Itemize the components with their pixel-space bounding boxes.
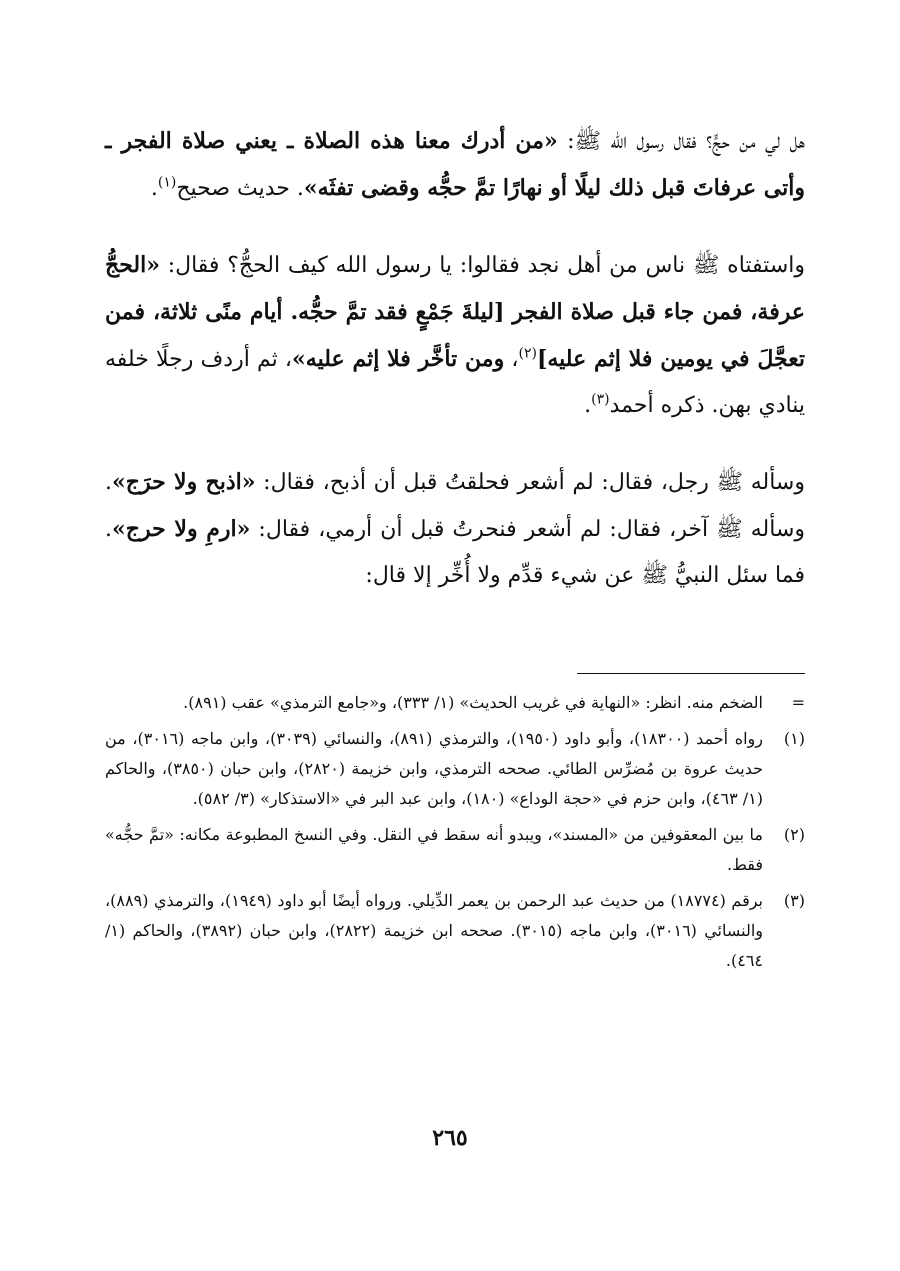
- footnote-divider: [577, 673, 805, 674]
- paragraph-2-text-2: ،: [504, 347, 519, 372]
- main-text: [105, 118, 805, 629]
- hadith-quote-1: «من أدرك معنا هذه الصلاة ـ يعني صلاة الفجر ـ وأتى عرفاتَ قبل ذلك ليلًا أو نهارًا تمَّ حجُّه وقضى تفثَه»: [105, 128, 805, 201]
- hadith-quote-5: «ارمِ ولا حرج»: [112, 516, 251, 542]
- hadith-quote-2: «الحجُّ عرفة، فمن جاء قبل صلاة الفجر [ليلةَ جَمْعٍ فقد تمَّ حجُّه. أيام منًى ثلاثة، فمن تعجَّلَ في يومين فلا إثم عليه]: [105, 252, 805, 372]
- paragraph-1-text-1: هل لي من حجٍّ؟ فقال رسول الله ﷺ:: [557, 129, 805, 154]
- hadith-quote-3: ومن تأخَّر فلا إثم عليه»: [292, 346, 505, 372]
- footnote-ref-1[interactable]: (١): [157, 174, 177, 191]
- footnote-3: [105, 886, 805, 976]
- paragraph-3-text-2: . وسأله ﷺ آخر، فقال: لم أشعر فنحرتُ قبل أن أرمي، فقال:: [105, 470, 805, 542]
- footnote-2: [105, 820, 805, 880]
- paragraph-2-text-1: واستفتاه ﷺ ناس من أهل نجد فقالوا: يا رسول الله كيف الحجُّ؟ فقال:: [159, 253, 805, 278]
- paragraph-1: [105, 118, 805, 212]
- page-number: ٢٦٥: [432, 1125, 468, 1151]
- footnote-text: رواه أحمد (١٨٣٠٠)، وأبو داود (١٩٥٠)، والترمذي (٨٩١)، والنسائي (٣٠٣٩)، وابن ماجه (٣٠١٦)، من حديث عروة بن مُضرِّس الطائي. صححه الترمذي، وابن خزيمة (٢٨٢٠)، وابن حبان (٣٨٥٠)، والحاكم (١/ ٤٦٣)، وابن حزم في «حجة الوداع» (١٨٠)، وابن عبد البر في «الاستذكار» (٣/ ٥٨٢).: [105, 729, 764, 808]
- paragraph-3: [105, 459, 805, 599]
- footnote-marker: =: [791, 693, 805, 712]
- paragraph-3-text-3: . فما سئل النبيُّ ﷺ عن شيء قدِّم ولا أُخِّر إلا قال:: [105, 517, 805, 588]
- paragraph-2-text-4: .: [584, 393, 592, 418]
- footnote-text: برقم (١٨٧٧٤) من حديث عبد الرحمن بن يعمر الدِّيلي. ورواه أيضًا أبو داود (١٩٤٩)، والترمذي (٨٨٩)، والنسائي (٣٠١٦)، وابن ماجه (٣٠١٥). صححه ابن خزيمة (٢٨٢٢)، وابن حبان (٣٨٩٢)، والحاكم (١/ ٤٦٤).: [105, 891, 764, 970]
- paragraph-2-text-3: ، ثم أردف رجلًا خلفه ينادي بهن. ذكره أحمد: [105, 347, 805, 418]
- footnote-marker: (١): [783, 729, 805, 748]
- paragraph-1-text-3: .: [150, 176, 158, 201]
- footnote-marker: (٣): [783, 891, 805, 910]
- footnotes: [105, 688, 805, 982]
- footnote-text: الضخم منه. انظر: «النهاية في غريب الحديث» (١/ ٣٣٣)، و«جامع الترمذي» عقب (٨٩١).: [183, 693, 763, 712]
- paragraph-1-text-2: . حديث صحيح: [176, 176, 304, 201]
- paragraph-3-text-1: وسأله ﷺ رجل، فقال: لم أشعر فحلقتُ قبل أن أذبح، فقال:: [255, 470, 805, 495]
- footnote-continued: [105, 688, 805, 718]
- footnote-text: ما بين المعقوفين من «المسند»، ويبدو أنه سقط في النقل. وفي النسخ المطبوعة مكانه: «تمَّ حجُّه» فقط.: [105, 825, 763, 874]
- footnote-ref-2[interactable]: (٢): [518, 345, 537, 362]
- footnote-marker: (٢): [783, 825, 805, 844]
- paragraph-2: [105, 242, 805, 429]
- footnote-1: [105, 724, 805, 814]
- footnote-ref-3[interactable]: (٣): [591, 391, 610, 408]
- hadith-quote-4: «اذبح ولا حرَج»: [112, 469, 256, 495]
